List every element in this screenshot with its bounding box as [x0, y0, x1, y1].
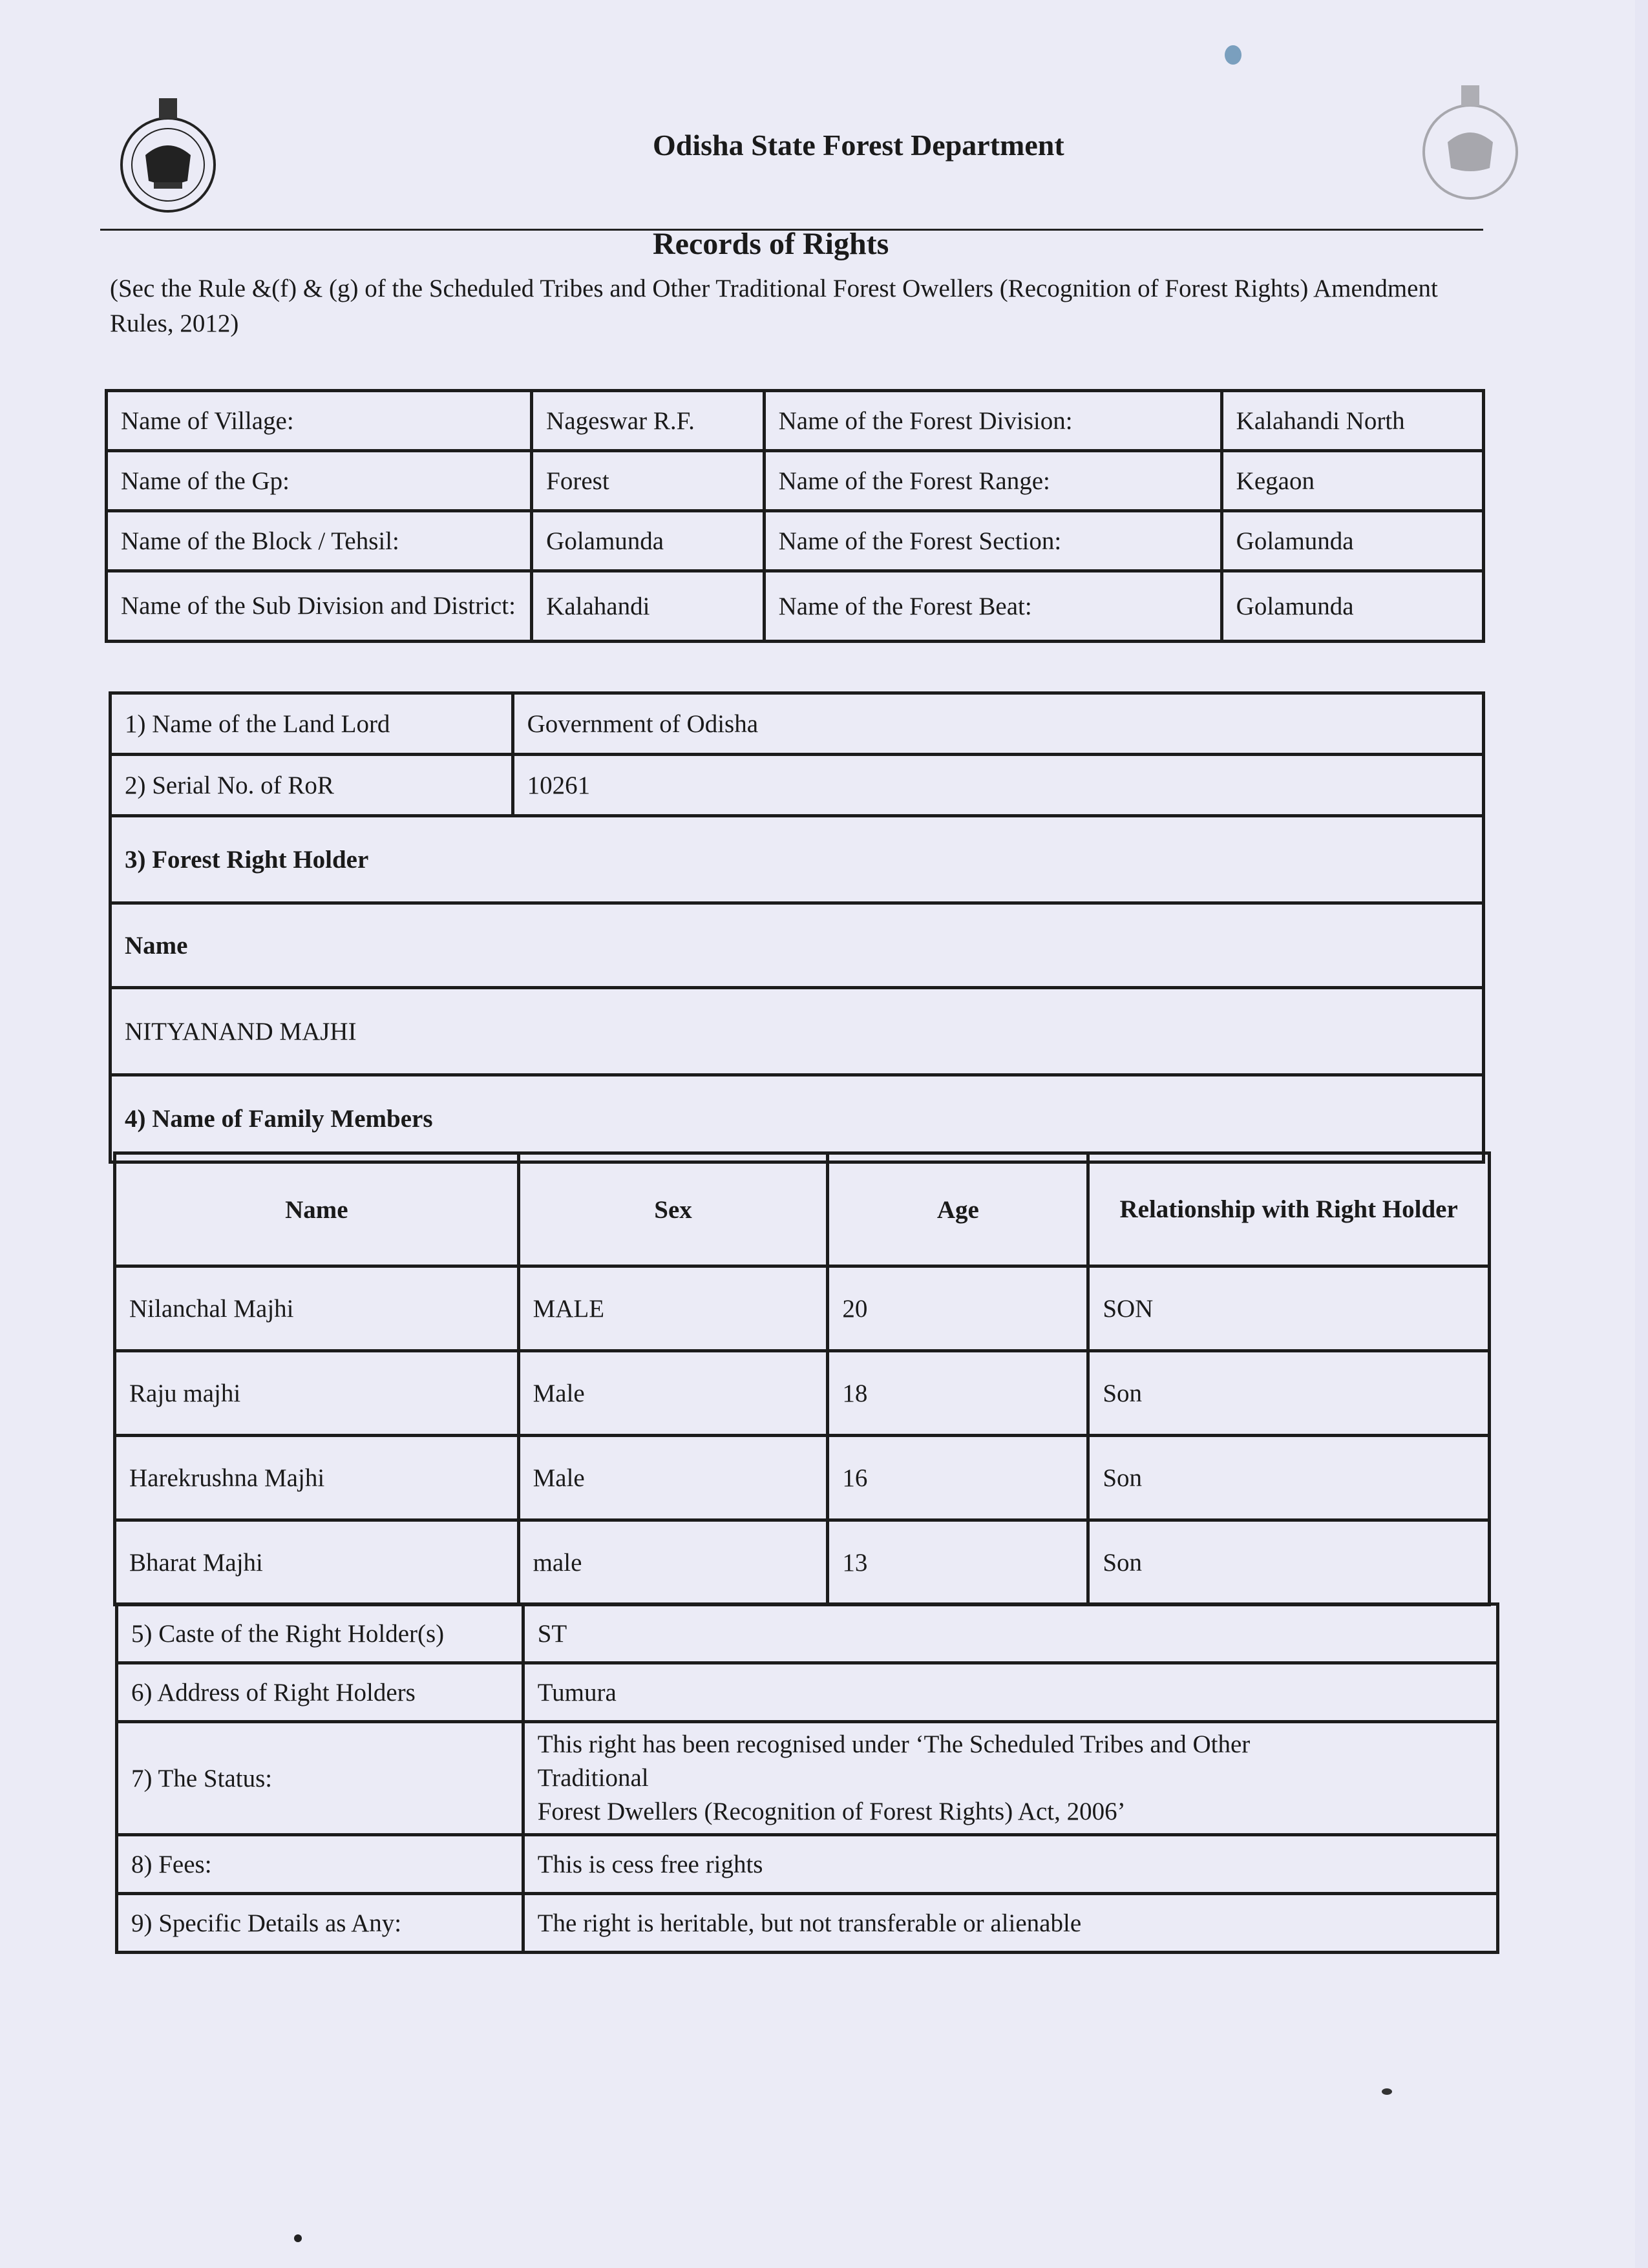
details-table — [115, 1602, 1499, 1954]
table-row — [117, 1894, 1498, 1953]
member-relation: Son — [1088, 1520, 1490, 1605]
member-name: Raju majhi — [115, 1351, 519, 1436]
member-age: 20 — [828, 1266, 1088, 1351]
state-emblem-seal — [116, 97, 220, 220]
column-header-age: Age — [828, 1153, 1088, 1266]
status-line: This right has been recognised under ‘The Scheduled Tribes and Other — [537, 1730, 1251, 1758]
family-members-table — [113, 1151, 1491, 1606]
member-relation: Son — [1088, 1436, 1490, 1520]
beat-value: Golamunda — [1221, 571, 1483, 642]
table-row — [117, 1722, 1498, 1835]
serial-value: 10261 — [512, 755, 1483, 816]
subdivision-label: Name of the Sub Division and District: — [107, 571, 532, 642]
table-row — [111, 903, 1484, 988]
ink-dot — [294, 2234, 302, 2242]
record-table — [109, 691, 1485, 1164]
table-row — [111, 693, 1484, 755]
table-header-row — [115, 1153, 1490, 1266]
table-row — [107, 511, 1484, 571]
ink-spot — [1225, 45, 1241, 65]
member-name: Harekrushna Majhi — [115, 1436, 519, 1520]
member-sex: Male — [518, 1436, 828, 1520]
table-row — [115, 1351, 1490, 1436]
holder-heading: 3) Forest Right Holder — [111, 816, 1484, 903]
name-heading: Name — [111, 903, 1484, 988]
table-row — [111, 816, 1484, 903]
range-label: Name of the Forest Range: — [764, 451, 1221, 511]
member-age: 16 — [828, 1436, 1088, 1520]
village-label: Name of Village: — [107, 391, 532, 451]
member-name: Nilanchal Majhi — [115, 1266, 519, 1351]
member-relation: SON — [1088, 1266, 1490, 1351]
holder-name: NITYANAND MAJHI — [111, 988, 1484, 1075]
column-header-sex: Sex — [518, 1153, 828, 1266]
section-value: Golamunda — [1221, 511, 1483, 571]
member-age: 18 — [828, 1351, 1088, 1436]
table-row — [117, 1663, 1498, 1722]
landlord-label: 1) Name of the Land Lord — [111, 693, 513, 755]
family-heading: 4) Name of Family Members — [111, 1075, 1484, 1162]
fees-label: 8) Fees: — [117, 1835, 523, 1894]
caste-label: 5) Caste of the Right Holder(s) — [117, 1604, 523, 1663]
location-table — [105, 389, 1485, 643]
status-label: 7) The Status: — [117, 1722, 523, 1835]
document-title: Records of Rights — [653, 227, 889, 261]
state-emblem-bleed — [1419, 84, 1522, 207]
status-value — [523, 1722, 1497, 1835]
beat-label: Name of the Forest Beat: — [764, 571, 1221, 642]
member-name: Bharat Majhi — [115, 1520, 519, 1605]
table-row — [115, 1266, 1490, 1351]
table-row — [107, 571, 1484, 642]
division-label: Name of the Forest Division: — [764, 391, 1221, 451]
status-line: Forest Dwellers (Recognition of Forest Rights) Act, 2006’ — [537, 1798, 1126, 1825]
table-row — [117, 1835, 1498, 1894]
member-sex: Male — [518, 1351, 828, 1436]
gp-value: Forest — [532, 451, 764, 511]
member-sex: MALE — [518, 1266, 828, 1351]
specific-value: The right is heritable, but not transferable or alienable — [523, 1894, 1497, 1953]
landlord-value: Government of Odisha — [512, 693, 1483, 755]
table-row — [117, 1604, 1498, 1663]
department-title: Odisha State Forest Department — [653, 129, 1064, 162]
gp-label: Name of the Gp: — [107, 451, 532, 511]
table-row — [107, 391, 1484, 451]
rule-reference: (Sec the Rule &(f) & (g) of the Scheduled Tribes and Other Traditional Forest Owellers (Recognition of Forest Rights) Amendment Rules, 2012) — [110, 275, 1438, 337]
serial-label: 2) Serial No. of RoR — [111, 755, 513, 816]
village-value: Nageswar R.F. — [532, 391, 764, 451]
fees-value: This is cess free rights — [523, 1835, 1497, 1894]
table-row — [115, 1436, 1490, 1520]
section-label: Name of the Forest Section: — [764, 511, 1221, 571]
block-label: Name of the Block / Tehsil: — [107, 511, 532, 571]
address-value: Tumura — [523, 1663, 1497, 1722]
specific-label: 9) Specific Details as Any: — [117, 1894, 523, 1953]
column-header-relationship: Relationship with Right Holder — [1088, 1153, 1490, 1266]
address-label: 6) Address of Right Holders — [117, 1663, 523, 1722]
member-sex: male — [518, 1520, 828, 1605]
column-header-name: Name — [115, 1153, 519, 1266]
ink-dot — [1382, 2088, 1392, 2095]
table-row — [111, 755, 1484, 816]
member-relation: Son — [1088, 1351, 1490, 1436]
range-value: Kegaon — [1221, 451, 1483, 511]
table-row — [111, 1075, 1484, 1162]
division-value: Kalahandi North — [1221, 391, 1483, 451]
block-value: Golamunda — [532, 511, 764, 571]
caste-value: ST — [523, 1604, 1497, 1663]
table-row — [111, 988, 1484, 1075]
table-row — [107, 451, 1484, 511]
subdivision-value: Kalahandi — [532, 571, 764, 642]
member-age: 13 — [828, 1520, 1088, 1605]
status-line: Traditional — [537, 1764, 649, 1792]
table-row — [115, 1520, 1490, 1605]
